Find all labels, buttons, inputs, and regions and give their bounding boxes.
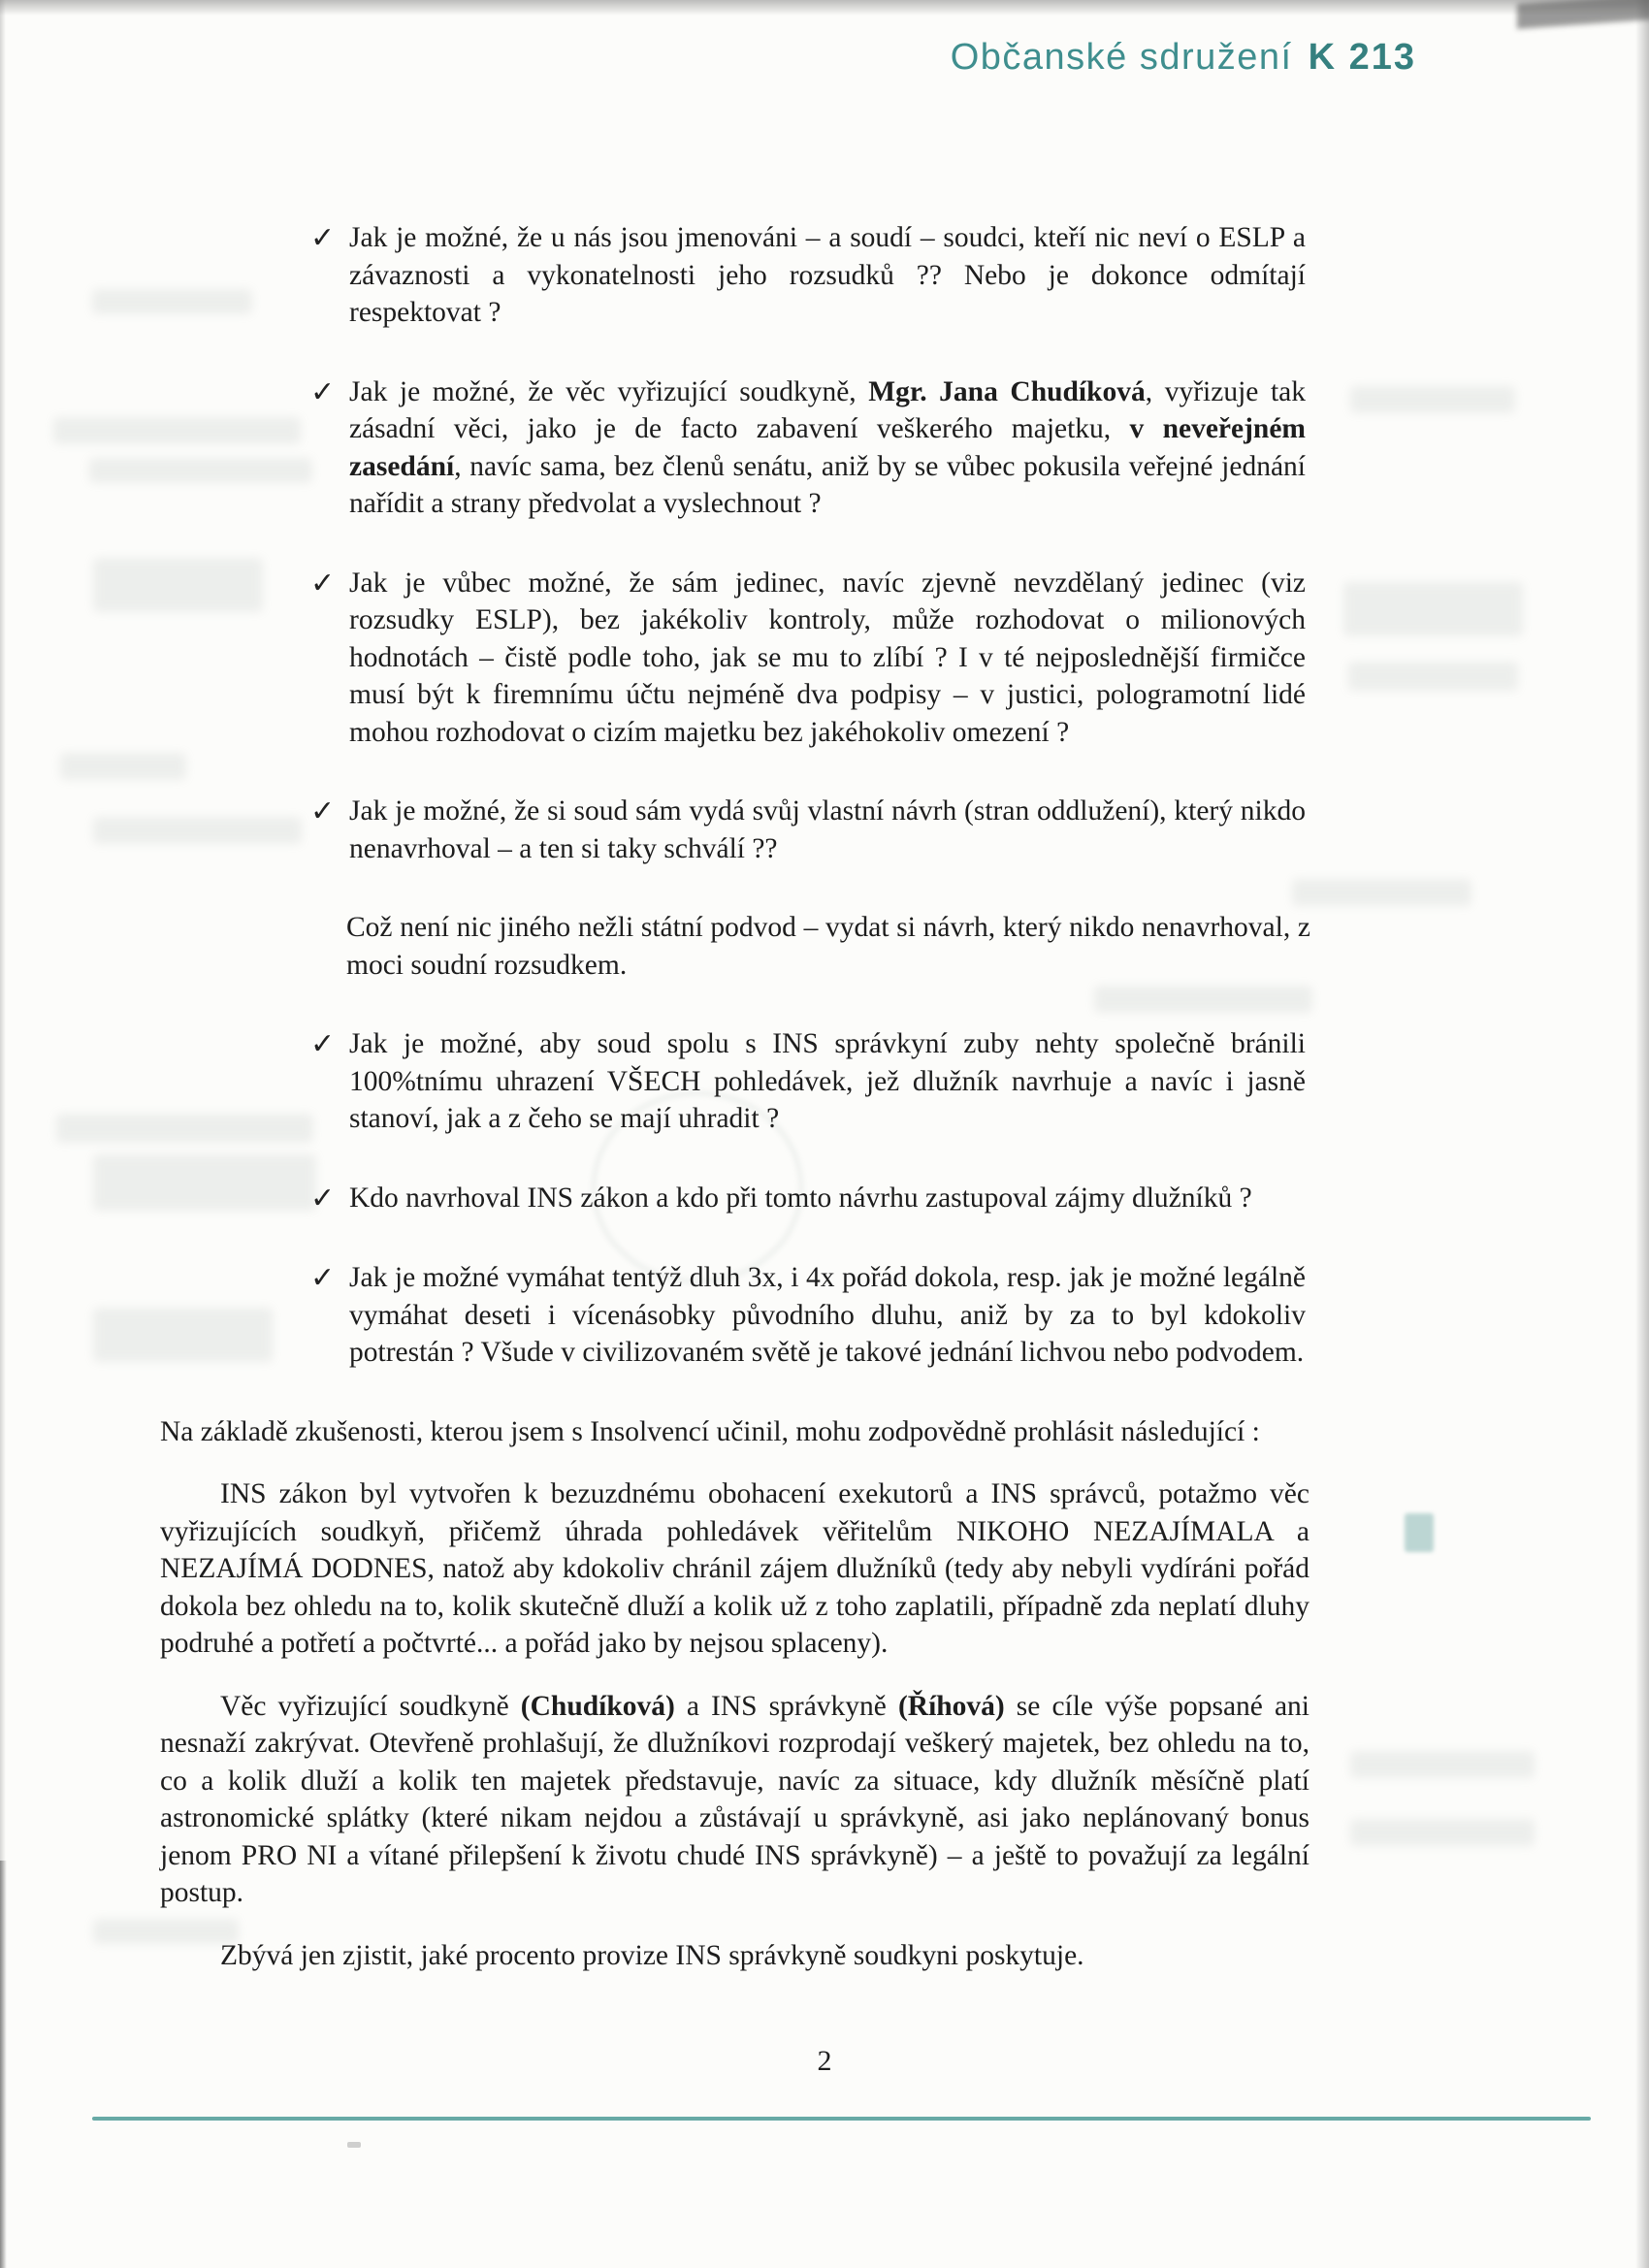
scan-speck bbox=[347, 2142, 361, 2148]
checkmark-icon: ✓ bbox=[310, 221, 336, 255]
page-header bbox=[951, 37, 1416, 79]
bullet-item-6 bbox=[310, 1180, 1306, 1218]
document-body bbox=[160, 219, 1310, 1999]
scan-smudge bbox=[1343, 582, 1523, 636]
scan-stamp-mark bbox=[1405, 1513, 1434, 1552]
paragraph-ins-law: INS zákon byl vytvořen k bezuzdnému obohacení exekutorů a INS správců, potažmo věc vyřizujících soudkyň, přičemž úhrada pohledávek věřitelům NIKOHO NEZAJÍMALA a NEZAJÍMÁ DODNES, natož aby kdokoliv chránil zájem dlužníků (tedy aby nebyli vydíráni pořád dokola bez ohledu na to, kolik skutečně dluží a kolik už z toho zaplatili, případně zda neplatí dluhy podruhé a potřetí a počtvrté... a pořád jako by nejsou splaceny). bbox=[160, 1478, 1310, 1659]
bullet-item-4 bbox=[310, 793, 1306, 867]
bullet-item-5 bbox=[310, 1025, 1306, 1138]
checkmark-icon: ✓ bbox=[310, 374, 336, 409]
paragraph-judges: Věc vyřizující soudkyně (Chudíková) a INS správkyně (Říhová) se cíle výše popsané ani nesnaží zakrývat. Otevřeně prohlašují, že dlužníkovi rozprodají veškerý majetek, bez ohledu na to, co a kolik dluží a kolik ten majetek představuje, navíc za situace, kdy dlužník měsíčně platí astronomické splátky (které nikam nejdou a zůstávají u správkyně, asi jako neplánovaný bonus jenom PRO NI a vítané přilepšení k životu chudé INS správkyně) – a ještě to považují za legální postup. bbox=[160, 1690, 1310, 1908]
scan-smudge bbox=[1350, 386, 1515, 413]
bullet-text-5: Jak je možné, aby soud spolu s INS správkyní zuby nehty společně bránili 100%tnímu uhrazení VŠECH pohledávek, jež dlužník navrhuje a navíc i jasně stanoví, jak a z čeho se mají uhradit ? bbox=[349, 1028, 1306, 1134]
bullet-text-4: Jak je možné, že si soud sám vydá svůj vlastní návrh (stran oddlužení), který nikdo nenavrhoval – a ten si taky schválí ?? bbox=[349, 795, 1306, 864]
scan-smudge bbox=[1348, 662, 1518, 691]
note-paragraph: Což není nic jiného nežli státní podvod – vydat si návrh, který nikdo nenavrhoval, z moci soudní rozsudkem. bbox=[346, 912, 1310, 981]
bullet-text-3: Jak je vůbec možné, že sám jedinec, navíc zjevně nevzdělaný jedinec (viz rozsudky ESLP), bez jakékoliv kontroly, může rozhodovat o milionových hodnotách – čistě podle toho, jak se mu to zlíbí ? I v té nejposlednější firmičce musí být k firemnímu účtu nejméně dva podpisy – v justici, pologramotní lidé mohou rozhodovat o cizím majetku bez jakéhokoliv omezení ? bbox=[349, 567, 1306, 748]
bullet-text-1: Jak je možné, že u nás jsou jmenováni – a soudí – soudci, kteří nic neví o ESLP a závaznosti a vykonatelnosti jeho rozsudků ?? Nebo je dokonce odmítají respektovat ? bbox=[349, 222, 1306, 328]
scan-smudge bbox=[1350, 1819, 1535, 1846]
scan-smudge bbox=[1292, 879, 1471, 906]
paragraph-intro: Na základě zkušenosti, kterou jsem s Insolvencí učinil, mohu zodpovědně prohlásit následující : bbox=[160, 1415, 1260, 1447]
footer-rule bbox=[92, 2117, 1591, 2121]
scan-shadow-top bbox=[0, 0, 1649, 16]
bullet-text-2: Jak je možné, že věc vyřizující soudkyně, Mgr. Jana Chudíková, vyřizuje tak zásadní věci, jako je de facto zabavení veškerého majetku, v neveřejném zasedání, navíc sama, bez členů senátu, aniž by se vůbec pokusila veřejné jednání nařídit a strany předvolat a vyslechnout ? bbox=[349, 375, 1306, 519]
page-number: 2 bbox=[817, 2045, 832, 2077]
checkmark-icon: ✓ bbox=[310, 1181, 336, 1215]
scan-corner-mark bbox=[1517, 0, 1649, 29]
scan-smudge bbox=[1350, 1751, 1535, 1778]
checkmark-icon: ✓ bbox=[310, 794, 336, 828]
org-code: K 213 bbox=[1308, 37, 1416, 78]
bullet-item-7 bbox=[310, 1259, 1306, 1372]
bullet-text-7: Jak je možné vymáhat tentýž dluh 3x, i 4x pořád dokola, resp. jak je možné legálně vymáhat deseti i vícenásobky původního dluhu, aniž by za to byl kdokoliv potrestán ? Všude v civilizovaném světě je takové jednání lichvou nebo podvodem. bbox=[349, 1262, 1306, 1368]
bullet-text-6: Kdo navrhoval INS zákon a kdo při tomto návrhu zastupoval zájmy dlužníků ? bbox=[349, 1182, 1252, 1214]
bullet-item-2 bbox=[310, 373, 1306, 523]
checkmark-icon: ✓ bbox=[310, 1261, 336, 1295]
checkmark-icon: ✓ bbox=[310, 566, 336, 600]
org-name: Občanské sdružení bbox=[950, 37, 1293, 78]
paragraph-closing: Zbývá jen zjistit, jaké procento provize INS správkyně soudkyni poskytuje. bbox=[220, 1939, 1084, 1971]
scan-shadow-right bbox=[1635, 0, 1649, 2268]
bullet-item-3 bbox=[310, 565, 1306, 752]
checkmark-icon: ✓ bbox=[310, 1027, 336, 1061]
bullet-item-1 bbox=[310, 219, 1306, 332]
